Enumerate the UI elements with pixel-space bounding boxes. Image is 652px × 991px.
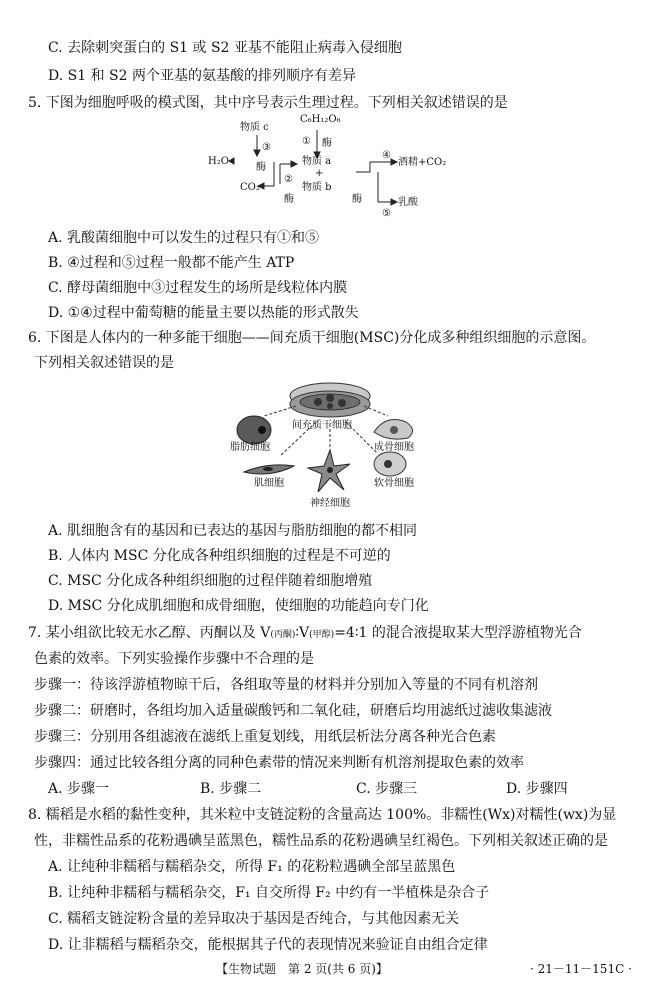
water-label: H₂O [208,156,229,167]
q7-choice-a: A. 步骤一 [48,781,110,797]
q7-step-3: 步骤三：分别用各组滤液在滤纸上重复划线，用纸层析法分离各种光合色素 [34,729,496,745]
q6-option-b: B. 人体内 MSC 分化成各种组织细胞的过程是不可逆的 [48,548,391,564]
fat-cell-label: 脂肪细胞 [230,442,270,453]
alcohol-co2-label: 酒精+CO₂ [398,157,447,168]
cell-respiration-diagram [196,110,476,228]
q8-option-a: A. 让纯种非糯稻与糯稻杂交，所得 F₁ 的花粉粒遇碘全部呈蓝黑色 [48,859,456,875]
q7-step-1: 步骤一：待该浮游植物晾干后，各组取等量的材料并分别加入等量的不同有机溶剂 [34,677,538,693]
page-footer [0,958,652,980]
option-d-prev: D. S1 和 S2 两个亚基的氨基酸的排列顺序有差异 [48,68,356,84]
enzyme-label-1: 酶 [322,138,332,149]
q7-subscript-acetone: (丙酮) [270,630,296,640]
q5-option-b: B. ④过程和⑤过程一般都不能产生 ATP [48,255,295,271]
lactic-acid-label: 乳酸 [398,197,418,208]
footer-code: · 21－11－151C · [530,962,632,976]
enzyme-label-3: 酶 [256,162,266,173]
msc-label: 间充质干细胞 [292,420,352,431]
bone-cell-label: 成骨细胞 [374,442,414,453]
q8-option-c: C. 糯稻支链淀粉含量的差异取决于基因是否纯合，与其他因素无关 [48,911,460,927]
footer-title: 【生物试题 第 2 页(共 6 页)】 [216,962,388,976]
glucose-label: C₆H₁₂O₆ [300,114,341,125]
process-1-label: ① [302,136,311,147]
q7-step-4: 步骤四：通过比较各组分离的同种色素带的情况来判断有机溶剂提取色素的效率 [34,755,524,771]
substance-b-label: 物质 b [302,182,332,193]
process-4-label: ④ [382,150,391,161]
q5-option-d: D. ①④过程中葡萄糖的能量主要以热能的形式散失 [48,305,359,321]
option-c-prev: C. 去除刺突蛋白的 S1 或 S2 亚基不能阻止病毒入侵细胞 [48,40,402,56]
q7-subscript-methanol: (甲醇) [309,630,335,640]
question-5-stem: 5. 下图为细胞呼吸的模式图，其中序号表示生理过程。下列相关叙述错误的是 [28,95,508,111]
q7-stem-part-c: =4∶1 的混合液提取某大型浮游植物光合 [334,625,582,641]
enzyme-label-4: 酶 [352,194,362,205]
q8-option-d: D. 让非糯稻与糯稻杂交，能根据其子代的表现情况来验证自由组合定律 [48,937,488,953]
question-8-stem-2: 性，非糯性品系的花粉遇碘呈蓝黑色，糯性品系的花粉遇碘呈红褐色。下列相关叙述正确的是 [34,833,608,849]
q7-choice-b: B. 步骤二 [200,781,262,797]
substance-c-label: 物质 c [240,122,269,133]
question-6-stem-2: 下列相关叙述错误的是 [34,355,174,371]
q7-choice-c: C. 步骤三 [356,781,418,797]
q6-option-c: C. MSC 分化成各种组织细胞的过程伴随着细胞增殖 [48,573,373,589]
substance-a-label: 物质 a [302,156,332,167]
process-3-label: ③ [262,142,271,153]
nerve-cell-label: 神经细胞 [310,498,350,509]
q7-step-2: 步骤二：研磨时，各组均加入适量碳酸钙和二氧化硅，研磨后均用滤纸过滤收集滤液 [34,703,552,719]
question-7-stem-1 [28,623,582,645]
question-7-stem-2: 色素的效率。下列实验操作步骤中不合理的是 [34,651,314,667]
plus-sign: + [315,168,324,179]
co2-label: CO₂ [240,182,260,193]
q5-option-a: A. 乳酸菌细胞中可以发生的过程只有①和⑤ [48,230,320,246]
cartilage-cell-label: 软骨细胞 [374,478,414,489]
process-5-label: ⑤ [382,208,391,219]
q6-option-a: A. 肌细胞含有的基因和已表达的基因与脂肪细胞的都不相同 [48,523,418,539]
enzyme-label-2: 酶 [284,194,294,205]
process-2-label: ② [284,174,293,185]
question-8-stem-1: 8. 糯稻是水稻的黏性变种，其米粒中支链淀粉的含量高达 100%。非糯性(Wx)对糯性(wx)为显 [28,807,617,823]
diagram-arrows [196,110,476,228]
question-6-stem-1: 6. 下图是人体内的一种多能干细胞——间充质干细胞(MSC)分化成多种组织细胞的示意图。 [28,330,596,346]
q7-stem-part-a: 7. 某小组欲比较无水乙醇、丙酮以及 V [28,625,271,641]
q7-choice-d: D. 步骤四 [506,781,568,797]
msc-differentiation-diagram [218,378,442,512]
muscle-cell-label: 肌细胞 [254,478,284,489]
q6-option-d: D. MSC 分化成肌细胞和成骨细胞，使细胞的功能趋向专门化 [48,598,429,614]
q5-option-c: C. 酵母菌细胞中③过程发生的场所是线粒体内膜 [48,280,348,296]
q8-option-b: B. 让纯种非糯稻与糯稻杂交，F₁ 自交所得 F₂ 中约有一半植株是杂合子 [48,885,490,901]
q7-stem-part-b: ∶V [295,625,310,641]
